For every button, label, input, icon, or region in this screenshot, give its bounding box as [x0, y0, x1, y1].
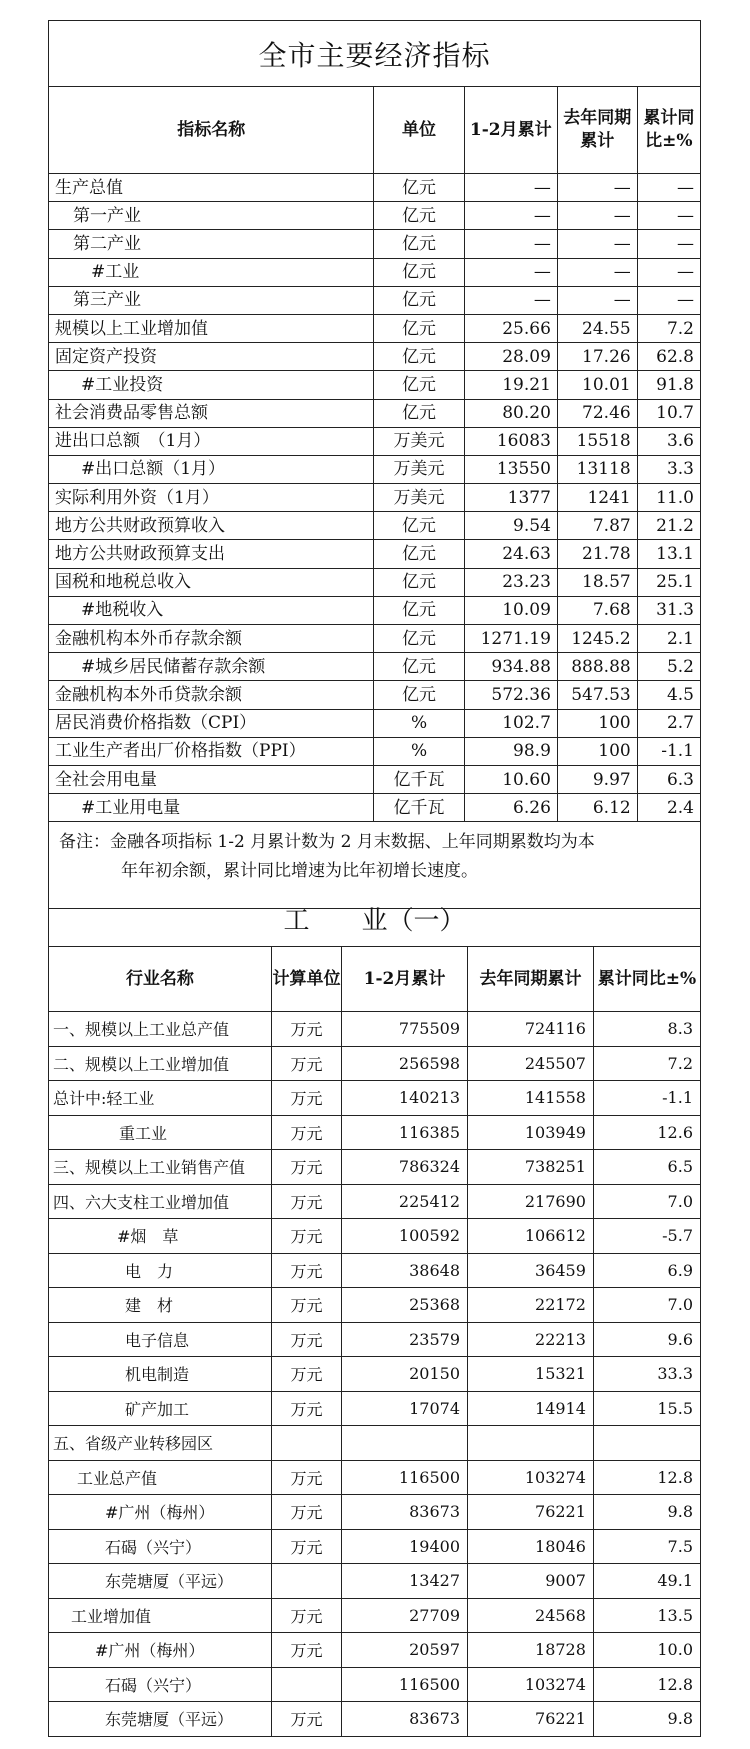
- table-row: [49, 1357, 701, 1392]
- row-unit: %: [374, 737, 464, 765]
- table-row: [49, 258, 701, 286]
- row-cur: —: [464, 174, 557, 202]
- row-cur: 20150: [342, 1357, 468, 1392]
- row-pct: 7.2: [637, 314, 700, 342]
- row-unit: 万美元: [374, 427, 464, 455]
- row-prev: 738251: [468, 1150, 594, 1185]
- row-prev: 24.55: [557, 314, 637, 342]
- row-prev: 72.46: [557, 399, 637, 427]
- table-row: [49, 512, 701, 540]
- row-pct: 12.8: [593, 1667, 700, 1702]
- row-prev: 7.68: [557, 596, 637, 624]
- row-cur: 10.60: [464, 765, 557, 793]
- row-name: 石碣（兴宁）: [49, 1529, 272, 1564]
- row-cur: 256598: [342, 1046, 468, 1081]
- row-cur: —: [464, 230, 557, 258]
- row-unit: 亿元: [374, 681, 464, 709]
- table-row: [49, 314, 701, 342]
- row-name: 机电制造: [49, 1357, 272, 1392]
- row-prev: 1245.2: [557, 625, 637, 653]
- row-name: 四、六大支柱工业增加值: [49, 1184, 272, 1219]
- table-row: [49, 1288, 701, 1323]
- row-pct: 33.3: [593, 1357, 700, 1392]
- row-prev: [468, 1426, 594, 1461]
- row-unit: 亿元: [374, 286, 464, 314]
- table-row: [49, 1219, 701, 1254]
- header-row: [49, 947, 701, 1012]
- row-pct: 3.3: [637, 455, 700, 483]
- row-name: #工业: [49, 258, 374, 286]
- row-cur: 23579: [342, 1322, 468, 1357]
- row-name: 电子信息: [49, 1322, 272, 1357]
- col-header-pct: 累计同比±%: [637, 87, 700, 174]
- row-prev: 13118: [557, 455, 637, 483]
- row-cur: 23.23: [464, 568, 557, 596]
- table-row: [49, 568, 701, 596]
- row-prev: 103274: [468, 1667, 594, 1702]
- row-unit: 万美元: [374, 455, 464, 483]
- row-name: #广州（梅州）: [49, 1495, 272, 1530]
- row-name: #工业用电量: [49, 794, 374, 822]
- table-row: [49, 1529, 701, 1564]
- table-row: [49, 1702, 701, 1737]
- row-cur: 6.26: [464, 794, 557, 822]
- row-pct: 9.8: [593, 1702, 700, 1737]
- row-cur: 572.36: [464, 681, 557, 709]
- row-cur: 10.09: [464, 596, 557, 624]
- row-pct: —: [637, 258, 700, 286]
- row-name: #广州（梅州）: [49, 1633, 272, 1668]
- row-prev: —: [557, 174, 637, 202]
- row-name: 金融机构本外币贷款余额: [49, 681, 374, 709]
- table-row: [49, 427, 701, 455]
- col-header-unit: 计算单位: [271, 947, 341, 1012]
- row-name: 五、省级产业转移园区: [49, 1426, 272, 1461]
- table-row: [49, 1598, 701, 1633]
- row-prev: 22172: [468, 1288, 594, 1323]
- row-prev: —: [557, 202, 637, 230]
- table-row: [49, 765, 701, 793]
- row-unit: 万元: [271, 1598, 341, 1633]
- row-prev: 18.57: [557, 568, 637, 596]
- row-cur: 13427: [342, 1564, 468, 1599]
- table-row: [49, 484, 701, 512]
- row-unit: %: [374, 709, 464, 737]
- row-name: 矿产加工: [49, 1391, 272, 1426]
- table-row: [49, 399, 701, 427]
- row-unit: 亿元: [374, 596, 464, 624]
- note-line-2: 年年初余额，累计同比增速为比年初增长速度。: [121, 861, 478, 882]
- table-row: [49, 625, 701, 653]
- row-pct: 6.3: [637, 765, 700, 793]
- row-cur: —: [464, 258, 557, 286]
- row-name: 实际利用外资（1月）: [49, 484, 374, 512]
- row-name: 金融机构本外币存款余额: [49, 625, 374, 653]
- col-header-cur: 1-2月累计: [464, 87, 557, 174]
- table-row: [49, 681, 701, 709]
- row-cur: 17074: [342, 1391, 468, 1426]
- row-pct: 91.8: [637, 371, 700, 399]
- row-unit: 亿元: [374, 653, 464, 681]
- row-cur: 27709: [342, 1598, 468, 1633]
- row-cur: 934.88: [464, 653, 557, 681]
- row-cur: 140213: [342, 1081, 468, 1116]
- row-prev: 9.97: [557, 765, 637, 793]
- row-pct: 13.5: [593, 1598, 700, 1633]
- row-prev: 724116: [468, 1012, 594, 1047]
- row-unit: 亿千瓦: [374, 794, 464, 822]
- row-pct: 15.5: [593, 1391, 700, 1426]
- row-name: 规模以上工业增加值: [49, 314, 374, 342]
- table-row: [49, 737, 701, 765]
- table-row: [49, 1081, 701, 1116]
- row-name: 社会消费品零售总额: [49, 399, 374, 427]
- row-name: 二、规模以上工业增加值: [49, 1046, 272, 1081]
- row-prev: —: [557, 230, 637, 258]
- row-prev: 100: [557, 737, 637, 765]
- row-cur: 225412: [342, 1184, 468, 1219]
- row-cur: 16083: [464, 427, 557, 455]
- row-unit: 万元: [271, 1529, 341, 1564]
- row-pct: 13.1: [637, 540, 700, 568]
- row-pct: 10.7: [637, 399, 700, 427]
- table-row: [49, 1012, 701, 1047]
- row-prev: 547.53: [557, 681, 637, 709]
- row-name: 东莞塘厦（平远）: [49, 1702, 272, 1737]
- table-row: [49, 540, 701, 568]
- table-row: [49, 230, 701, 258]
- row-prev: 141558: [468, 1081, 594, 1116]
- row-unit: 万元: [271, 1115, 341, 1150]
- table-title: 全市主要经济指标: [49, 21, 701, 87]
- row-unit: [271, 1667, 341, 1702]
- row-prev: 9007: [468, 1564, 594, 1599]
- row-prev: 10.01: [557, 371, 637, 399]
- row-cur: 38648: [342, 1253, 468, 1288]
- row-prev: 36459: [468, 1253, 594, 1288]
- table-row: [49, 343, 701, 371]
- row-name: 一、规模以上工业总产值: [49, 1012, 272, 1047]
- row-name: 第一产业: [49, 202, 374, 230]
- col-header-prev: 去年同期累计: [557, 87, 637, 174]
- row-name: 第二产业: [49, 230, 374, 258]
- row-pct: 5.2: [637, 653, 700, 681]
- row-prev: —: [557, 258, 637, 286]
- row-pct: 11.0: [637, 484, 700, 512]
- row-pct: 12.6: [593, 1115, 700, 1150]
- economic-indicators-table: [48, 20, 701, 909]
- row-unit: 亿元: [374, 540, 464, 568]
- row-pct: -5.7: [593, 1219, 700, 1254]
- row-pct: —: [637, 174, 700, 202]
- row-prev: 76221: [468, 1495, 594, 1530]
- row-name: #烟 草: [49, 1219, 272, 1254]
- row-cur: 19.21: [464, 371, 557, 399]
- row-name: 工业总产值: [49, 1460, 272, 1495]
- row-name: 固定资产投资: [49, 343, 374, 371]
- row-name: 建 材: [49, 1288, 272, 1323]
- row-unit: 万元: [271, 1357, 341, 1392]
- row-unit: 万元: [271, 1081, 341, 1116]
- row-name: 总计中:轻工业: [49, 1081, 272, 1116]
- row-prev: 17.26: [557, 343, 637, 371]
- row-prev: 76221: [468, 1702, 594, 1737]
- row-cur: 98.9: [464, 737, 557, 765]
- row-pct: 9.8: [593, 1495, 700, 1530]
- row-prev: 6.12: [557, 794, 637, 822]
- row-prev: 14914: [468, 1391, 594, 1426]
- row-name: 工业生产者出厂价格指数（PPI）: [49, 737, 374, 765]
- table-row: [49, 709, 701, 737]
- row-prev: 15518: [557, 427, 637, 455]
- row-pct: 7.5: [593, 1529, 700, 1564]
- table-row: [49, 1633, 701, 1668]
- row-cur: 80.20: [464, 399, 557, 427]
- row-pct: —: [637, 286, 700, 314]
- row-pct: 25.1: [637, 568, 700, 596]
- row-cur: 116500: [342, 1667, 468, 1702]
- row-unit: 万元: [271, 1012, 341, 1047]
- table-row: [49, 174, 701, 202]
- row-name: 第三产业: [49, 286, 374, 314]
- row-name: #工业投资: [49, 371, 374, 399]
- table-title: 工 业（一）: [49, 890, 701, 947]
- row-prev: 15321: [468, 1357, 594, 1392]
- row-cur: 786324: [342, 1150, 468, 1185]
- col-header-cur: 1-2月累计: [342, 947, 468, 1012]
- col-header-name: 指标名称: [49, 87, 374, 174]
- table-row: [49, 1115, 701, 1150]
- row-name: 生产总值: [49, 174, 374, 202]
- row-unit: 亿元: [374, 202, 464, 230]
- row-cur: 1271.19: [464, 625, 557, 653]
- industry-table: [48, 890, 701, 1737]
- row-pct: -1.1: [593, 1081, 700, 1116]
- row-unit: 万元: [271, 1219, 341, 1254]
- row-name: 国税和地税总收入: [49, 568, 374, 596]
- row-cur: 9.54: [464, 512, 557, 540]
- row-unit: 万元: [271, 1633, 341, 1668]
- col-header-name: 行业名称: [49, 947, 272, 1012]
- row-prev: 24568: [468, 1598, 594, 1633]
- row-cur: 102.7: [464, 709, 557, 737]
- row-unit: 万元: [271, 1150, 341, 1185]
- table-row: [49, 653, 701, 681]
- table-row: [49, 1667, 701, 1702]
- table-row: [49, 1391, 701, 1426]
- table-row: [49, 1150, 701, 1185]
- row-unit: 万元: [271, 1288, 341, 1323]
- table-row: [49, 1322, 701, 1357]
- row-pct: 6.9: [593, 1253, 700, 1288]
- row-unit: 万元: [271, 1046, 341, 1081]
- col-header-pct: 累计同比±%: [593, 947, 700, 1012]
- row-pct: 2.1: [637, 625, 700, 653]
- row-name: 石碣（兴宁）: [49, 1667, 272, 1702]
- row-name: #城乡居民储蓄存款余额: [49, 653, 374, 681]
- row-unit: 万元: [271, 1253, 341, 1288]
- row-cur: 24.63: [464, 540, 557, 568]
- row-cur: 100592: [342, 1219, 468, 1254]
- table-row: [49, 1046, 701, 1081]
- row-pct: 7.0: [593, 1184, 700, 1219]
- row-unit: 亿元: [374, 512, 464, 540]
- row-pct: 3.6: [637, 427, 700, 455]
- row-cur: 775509: [342, 1012, 468, 1047]
- row-prev: 217690: [468, 1184, 594, 1219]
- row-cur: 1377: [464, 484, 557, 512]
- row-cur: 116500: [342, 1460, 468, 1495]
- row-name: #地税收入: [49, 596, 374, 624]
- row-unit: 亿元: [374, 230, 464, 258]
- row-pct: 6.5: [593, 1150, 700, 1185]
- row-prev: 21.78: [557, 540, 637, 568]
- row-unit: 万元: [271, 1322, 341, 1357]
- row-cur: 13550: [464, 455, 557, 483]
- table-row: [49, 202, 701, 230]
- row-prev: —: [557, 286, 637, 314]
- row-name: 地方公共财政预算支出: [49, 540, 374, 568]
- row-prev: 18728: [468, 1633, 594, 1668]
- row-pct: 12.8: [593, 1460, 700, 1495]
- row-prev: 7.87: [557, 512, 637, 540]
- row-name: 居民消费价格指数（CPI）: [49, 709, 374, 737]
- row-cur: [342, 1426, 468, 1461]
- row-pct: -1.1: [637, 737, 700, 765]
- row-pct: 8.3: [593, 1012, 700, 1047]
- row-name: 东莞塘厦（平远）: [49, 1564, 272, 1599]
- row-unit: 万元: [271, 1391, 341, 1426]
- row-unit: 亿元: [374, 568, 464, 596]
- row-unit: 亿元: [374, 314, 464, 342]
- row-name: #出口总额（1月）: [49, 455, 374, 483]
- row-name: 地方公共财政预算收入: [49, 512, 374, 540]
- col-header-unit: 单位: [374, 87, 464, 174]
- row-unit: 万元: [271, 1495, 341, 1530]
- row-pct: 10.0: [593, 1633, 700, 1668]
- row-prev: 18046: [468, 1529, 594, 1564]
- row-cur: 116385: [342, 1115, 468, 1150]
- row-pct: 2.7: [637, 709, 700, 737]
- row-prev: 103274: [468, 1460, 594, 1495]
- col-header-prev: 去年同期累计: [468, 947, 594, 1012]
- row-cur: 28.09: [464, 343, 557, 371]
- table-row: [49, 1426, 701, 1461]
- row-unit: 万元: [271, 1702, 341, 1737]
- table-row: [49, 371, 701, 399]
- row-name: 全社会用电量: [49, 765, 374, 793]
- row-unit: 亿千瓦: [374, 765, 464, 793]
- row-pct: —: [637, 202, 700, 230]
- row-cur: 83673: [342, 1702, 468, 1737]
- row-unit: 亿元: [374, 371, 464, 399]
- row-unit: 万美元: [374, 484, 464, 512]
- row-name: 进出口总额 （1月）: [49, 427, 374, 455]
- header-row: [49, 87, 701, 174]
- table-row: [49, 1495, 701, 1530]
- table-row: [49, 1253, 701, 1288]
- row-unit: 万元: [271, 1184, 341, 1219]
- row-prev: 1241: [557, 484, 637, 512]
- table-row: [49, 455, 701, 483]
- row-pct: 62.8: [637, 343, 700, 371]
- row-pct: 2.4: [637, 794, 700, 822]
- table-row: [49, 1184, 701, 1219]
- row-name: 工业增加值: [49, 1598, 272, 1633]
- row-pct: 4.5: [637, 681, 700, 709]
- row-name: 三、规模以上工业销售产值: [49, 1150, 272, 1185]
- table-row: [49, 794, 701, 822]
- note-line-1: 备注：金融各项指标 1-2 月累计数为 2 月末数据、上年同期累数均为本: [59, 832, 595, 853]
- row-cur: 19400: [342, 1529, 468, 1564]
- row-name: 电 力: [49, 1253, 272, 1288]
- row-prev: 106612: [468, 1219, 594, 1254]
- row-unit: [271, 1426, 341, 1461]
- row-unit: [271, 1564, 341, 1599]
- row-cur: 25368: [342, 1288, 468, 1323]
- row-pct: [593, 1426, 700, 1461]
- row-pct: —: [637, 230, 700, 258]
- row-pct: 7.0: [593, 1288, 700, 1323]
- row-unit: 亿元: [374, 174, 464, 202]
- row-prev: 103949: [468, 1115, 594, 1150]
- row-prev: 245507: [468, 1046, 594, 1081]
- row-unit: 亿元: [374, 399, 464, 427]
- row-pct: 7.2: [593, 1046, 700, 1081]
- row-unit: 亿元: [374, 625, 464, 653]
- row-pct: 31.3: [637, 596, 700, 624]
- row-cur: 20597: [342, 1633, 468, 1668]
- row-cur: 25.66: [464, 314, 557, 342]
- row-pct: 49.1: [593, 1564, 700, 1599]
- row-cur: —: [464, 202, 557, 230]
- row-prev: 100: [557, 709, 637, 737]
- row-unit: 亿元: [374, 343, 464, 371]
- table-row: [49, 1460, 701, 1495]
- row-cur: —: [464, 286, 557, 314]
- row-unit: 亿元: [374, 258, 464, 286]
- row-pct: 21.2: [637, 512, 700, 540]
- table-row: [49, 1564, 701, 1599]
- table-row: [49, 596, 701, 624]
- table-row: [49, 286, 701, 314]
- row-prev: 888.88: [557, 653, 637, 681]
- row-unit: 万元: [271, 1460, 341, 1495]
- row-prev: 22213: [468, 1322, 594, 1357]
- row-pct: 9.6: [593, 1322, 700, 1357]
- row-cur: 83673: [342, 1495, 468, 1530]
- row-name: 重工业: [49, 1115, 272, 1150]
